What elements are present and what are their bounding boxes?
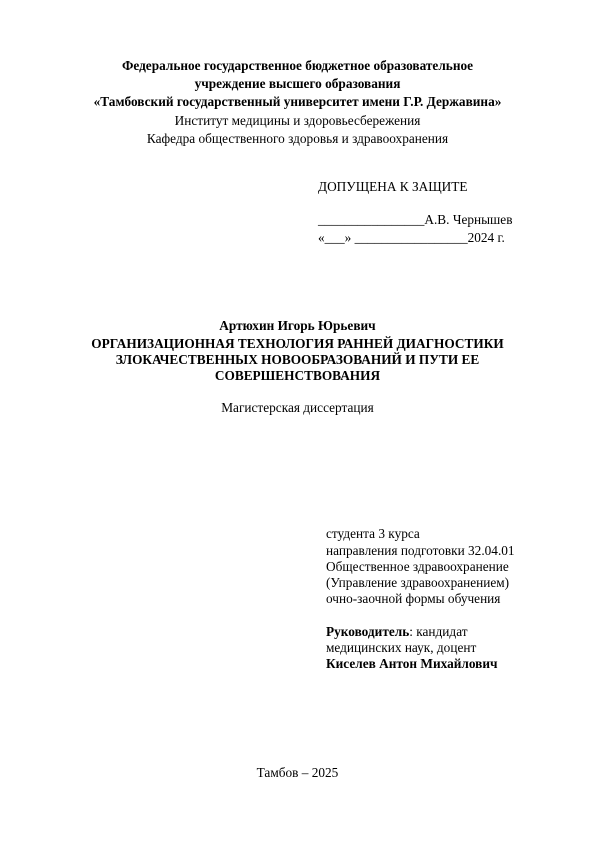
header-line-institution-type: учреждение высшего образования [194, 76, 401, 91]
header-university-name: «Тамбовский государственный университет имени Г.Р. Державина» [93, 94, 502, 109]
approval-title: ДОПУЩЕНА К ЗАЩИТЕ [318, 179, 468, 194]
approval-signature-line: ________________А.В. Чернышев [318, 212, 513, 227]
student-study-form: очно-заочной формы обучения [326, 591, 501, 606]
supervisor-name: Киселев Антон Михайлович [326, 656, 498, 671]
supervisor-line-1 [326, 624, 468, 640]
student-profile: (Управление здравоохранением) [326, 575, 510, 590]
thesis-title-line-3: СОВЕРШЕНСТВОВАНИЯ [214, 368, 381, 383]
student-program: Общественное здравоохранение [326, 559, 509, 574]
header-institute: Институт медицины и здоровьесбережения [174, 113, 421, 128]
supervisor-position: медицинских наук, доцент [326, 640, 477, 655]
thesis-title-line-1: ОРГАНИЗАЦИОННАЯ ТЕХНОЛОГИЯ РАННЕЙ ДИАГНОСТИКИ [91, 336, 504, 351]
approval-date-line: «___» _________________2024 г. [318, 230, 505, 245]
student-direction: направления подготовки 32.04.01 [326, 543, 515, 558]
thesis-author: Артюхин Игорь Юрьевич [219, 318, 376, 333]
supervisor-label: Руководитель [326, 624, 410, 639]
supervisor-degree: : кандидат [409, 624, 468, 639]
footer-city-year: Тамбов – 2025 [256, 765, 339, 780]
thesis-type: Магистерская диссертация [221, 400, 374, 415]
student-course: студента 3 курса [326, 526, 420, 541]
header-department: Кафедра общественного здоровья и здравоохранения [146, 131, 449, 146]
thesis-title-line-2: ЗЛОКАЧЕСТВЕННЫХ НОВООБРАЗОВАНИЙ И ПУТИ ЕЕ [115, 352, 480, 367]
header-line-federal: Федеральное государственное бюджетное образовательное [121, 58, 474, 73]
